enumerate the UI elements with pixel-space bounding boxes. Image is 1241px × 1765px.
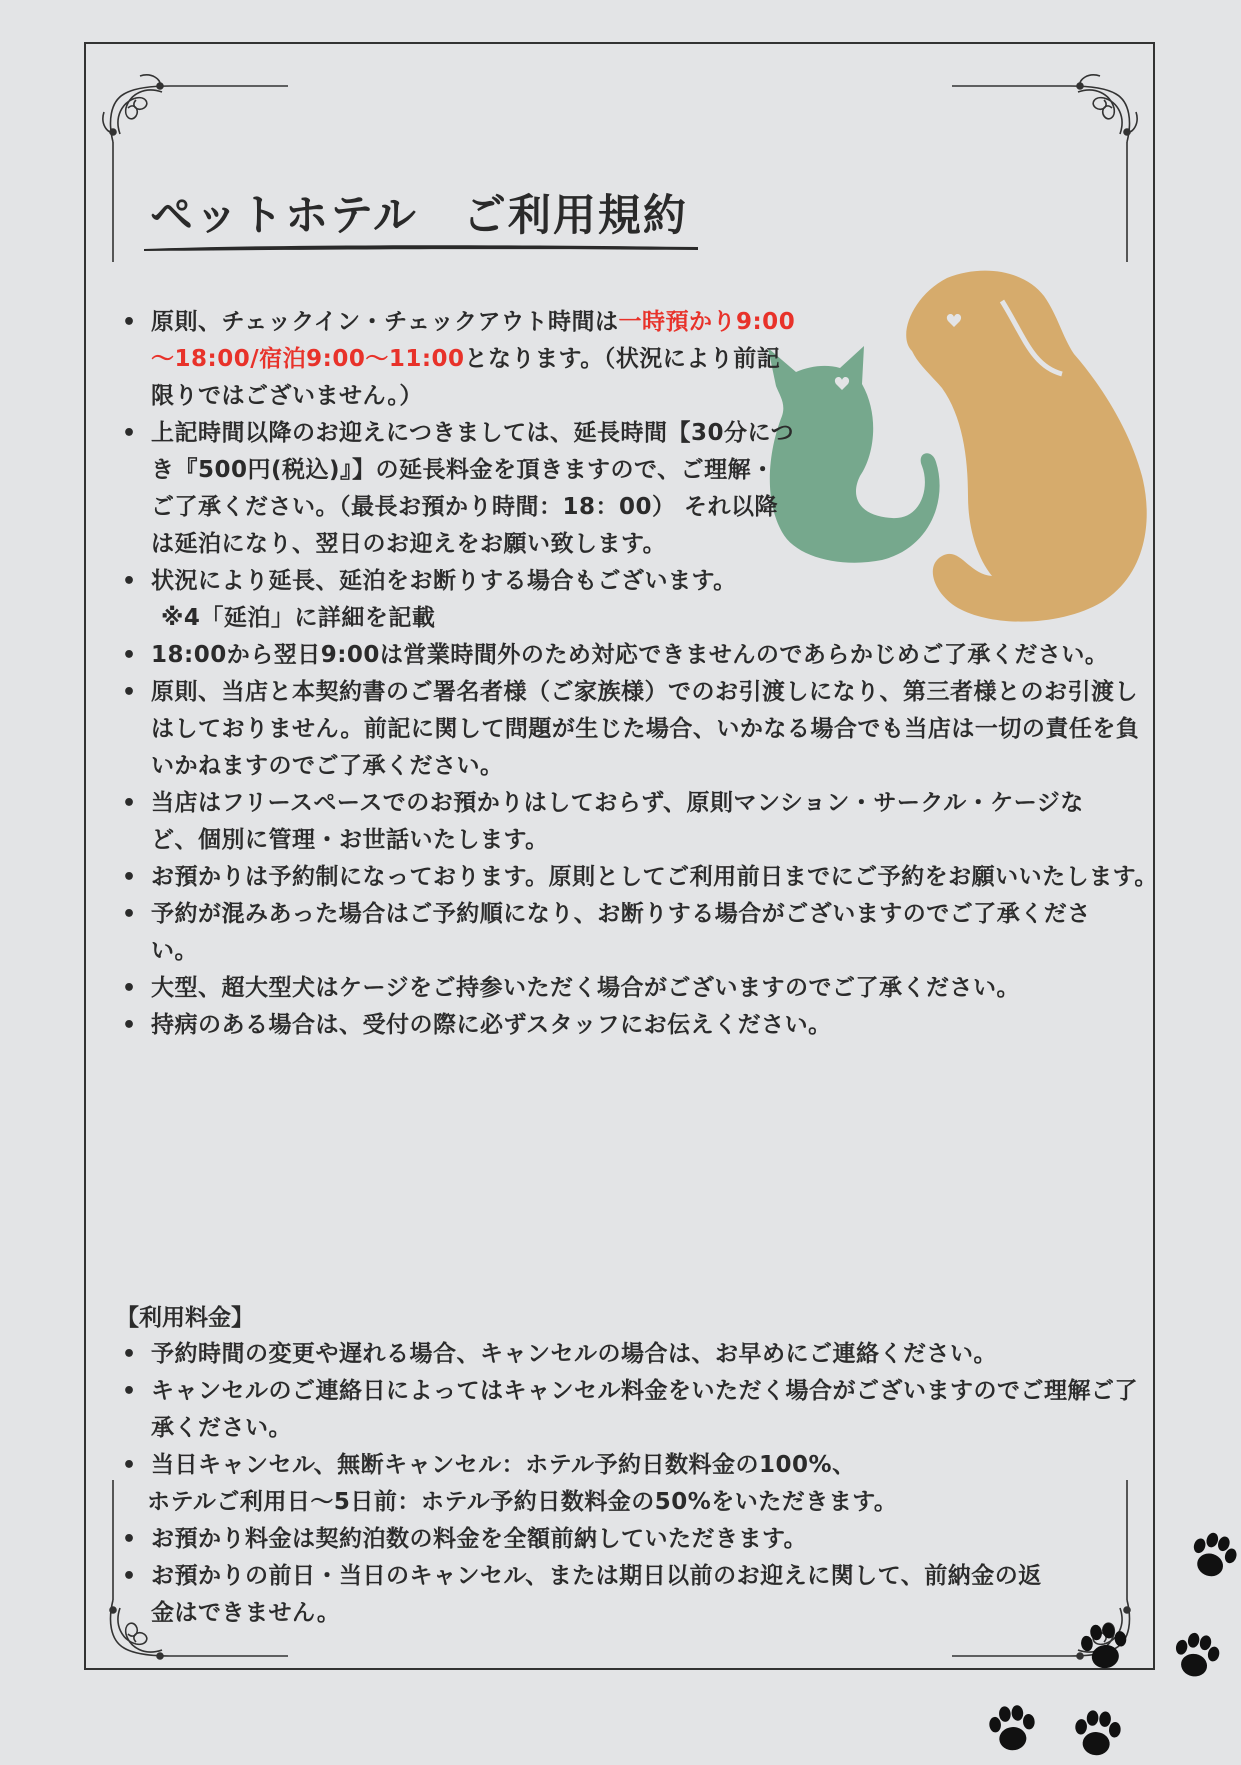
- paw-print-icon: [1071, 1614, 1137, 1680]
- paw-print-icon: [1178, 1521, 1241, 1592]
- fee-item: [118, 1447, 1161, 1521]
- fee-text: ホテルご利用日～5日前：ホテル予約日数料金の50%をいただきます。: [147, 1489, 898, 1515]
- rule-text: 上記時間以降のお迎えにつきましては、延長時間【30分につき『500円(税込)』】の延長料金を頂きますので、ご理解・ご了承ください。（最長お預かり時間：18：00） それ以降は延泊になり、翌日のお迎えをお願い致します。: [151, 420, 795, 557]
- rule-item: [118, 785, 1111, 859]
- rule-item: [118, 859, 1161, 896]
- corner-ornament-top-right: [940, 72, 1140, 272]
- rule-time-highlight: 一時預かり9:00～18:00/宿泊9:00～11:00: [151, 309, 796, 372]
- paw-print-icon: [1163, 1623, 1229, 1689]
- rule-text: 18:00から翌日9:00は営業時間外のため対応できませんのであらかじめご了承ください。: [151, 642, 1109, 668]
- fee-item: [118, 1558, 1051, 1632]
- rule-text: お預かりは予約制になっております。原則としてご利用前日までにご予約をお願いいたします。: [151, 864, 1158, 890]
- fee-text: 予約時間の変更や遅れる場合、キャンセルの場合は、お早めにご連絡ください。: [151, 1341, 997, 1367]
- rule-note: ※4「延泊」に詳細を記載: [161, 605, 436, 631]
- rule-item: [118, 970, 1171, 1007]
- rule-item: [118, 415, 796, 563]
- rule-text: 予約が混みあった場合はご予約順になり、お断りする場合がございますのでご了承ください。: [151, 901, 1091, 964]
- rule-item: [118, 563, 1151, 637]
- rule-text: 当店はフリースペースでのお預かりはしておらず、原則マンション・サークル・ケージなど、個別に管理・お世話いたします。: [151, 790, 1084, 853]
- rule-item: [118, 896, 1111, 970]
- rule-text: となります。（状況により前記限りではございません。）: [151, 346, 781, 409]
- fee-text: お預かり料金は契約泊数の料金を全額前納していただきます。: [151, 1526, 808, 1552]
- rule-item: [118, 1007, 1151, 1044]
- rule-item: [118, 304, 796, 415]
- rule-text: 持病のある場合は、受付の際に必ずスタッフにお伝えください。: [151, 1012, 832, 1038]
- rules-list: [118, 304, 1171, 1044]
- rule-text: 原則、チェックイン・チェックアウト時間は: [151, 309, 619, 335]
- fee-text: • 当日キャンセル、無断キャンセル：ホテル予約日数料金の100%、: [151, 1452, 856, 1478]
- paw-print-icon: [981, 1698, 1044, 1761]
- fee-text: キャンセルのご連絡日によってはキャンセル料金をいただく場合がございますのでご理解ご了承ください。: [151, 1378, 1138, 1441]
- fee-item: [118, 1373, 1161, 1447]
- title-underline: [142, 242, 702, 254]
- paw-print-icon: [1066, 1703, 1129, 1765]
- rule-item: [118, 674, 1161, 785]
- fees-header: 【利用料金】: [116, 1305, 254, 1331]
- rule-text: 状況により延長、延泊をお断りする場合もございます。: [151, 568, 737, 594]
- fee-text: お預かりの前日・当日のキャンセル、または期日以前のお迎えに関して、前納金の返金はできません。: [151, 1563, 1042, 1626]
- rule-text: 大型、超大型犬はケージをご持参いただく場合がございますのでご了承ください。: [151, 975, 1021, 1001]
- page-title: ペットホテル ご利用規約: [150, 191, 688, 241]
- fee-item: [118, 1521, 1161, 1558]
- rule-item: [118, 637, 1161, 674]
- rule-text: 原則、当店と本契約書のご署名者様（ご家族様）でのお引渡しになり、第三者様とのお引渡しはしておりません。前記に関して問題が生じた場合、いかなる場合でも当店は一切の責任を負いかねますのでご了承ください。: [151, 679, 1140, 779]
- fee-item: [118, 1336, 1161, 1373]
- fees-list: [118, 1336, 1161, 1632]
